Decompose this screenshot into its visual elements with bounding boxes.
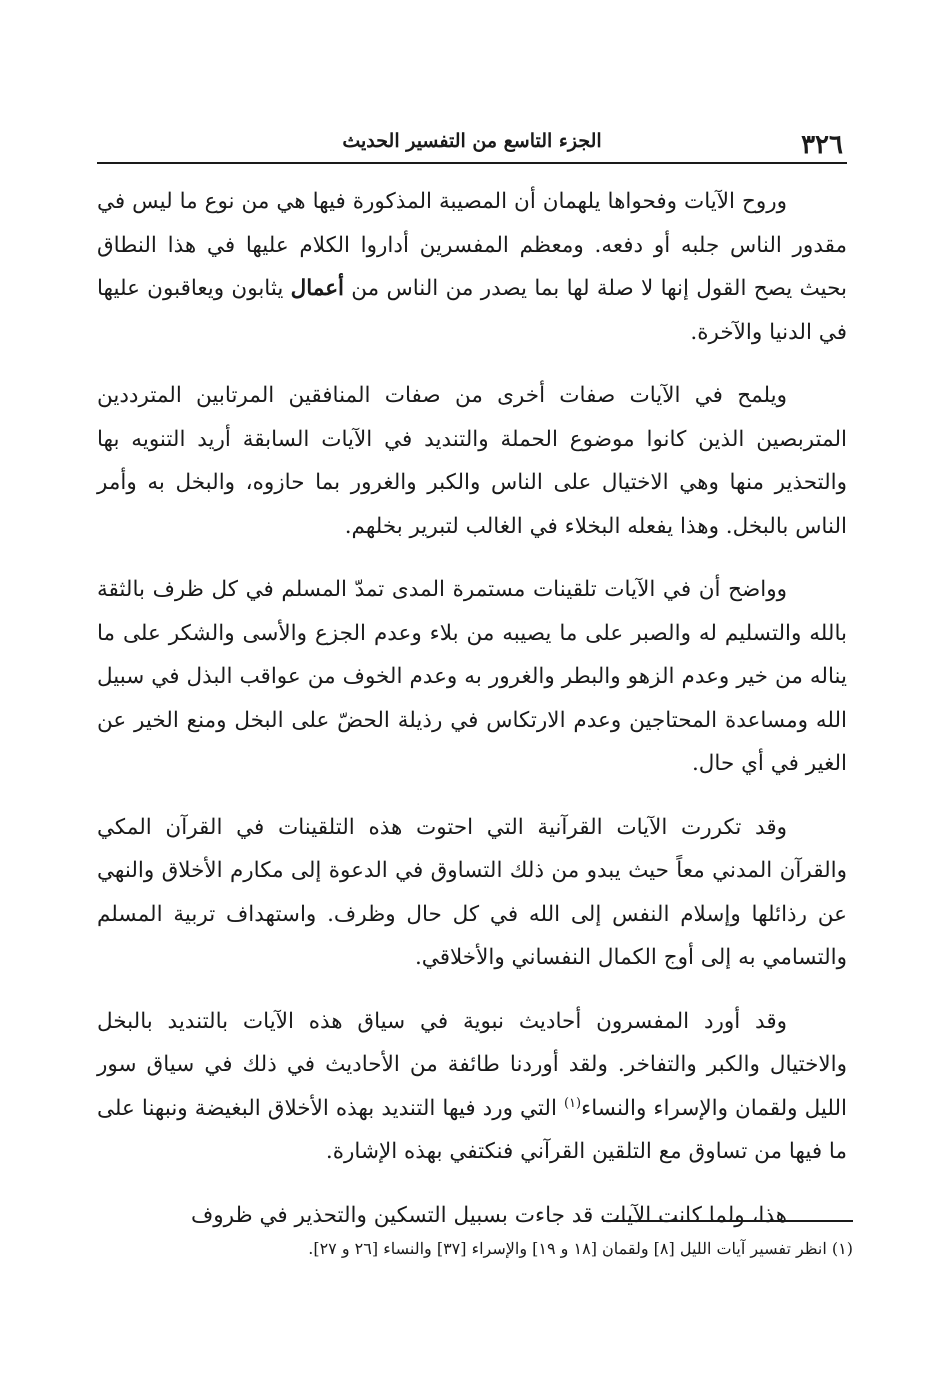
paragraph-2: ويلمح في الآيات صفات أخرى من صفات المنافقين المرتابين المترددين المتربصين الذين كانوا موضوع الحملة والتنديد في الآيات السابقة أريد التنويه بها والتحذير منها وهي الاختيال على الناس والكبر والغرور بما حازوه، والبخل به وأمر الناس بالبخل. وهذا يفعله البخلاء في الغالب لتبرير بخلهم. [97,383,847,539]
paragraph-3: وواضح أن في الآيات تلقينات مستمرة المدى تمدّ المسلم في كل ظرف بالثقة بالله والتسليم له والصبر على ما يصيبه من بلاء وعدم الجزع والأسى والشكر على ما يناله من خير وعدم الزهو والبطر والغرور به وعدم الخوف من عواقب البذل في سبيل الله ومساعدة المحتاجين وعدم الارتكاس في رذيلة الحضّ على البخل ومنع الخير عن الغير في أي حال. [97,577,847,776]
paragraph-1-text-a: وروح الآيات وفحواها يلهمان أن المصيبة المذكورة فيها هي من نوع ما ليس في مقدور الناس جلبه أو دفعه. ومعظم المفسرين أداروا الكلام عليها في هذا النطاق بحيث يصح القول إنها لا صلة لها بما يصدر من الناس من [97,189,847,301]
footnote-reference[interactable]: (١) [563,1095,582,1111]
paragraph-6: هذا، ولما كانت الآيات قد جاءت بسبيل التسكين والتحذير في ظروف [190,1202,787,1228]
bold-word: أعمال [290,276,345,301]
footnote: (١) انظر تفسير آيات الليل [٨] ولقمان [١٨ و ١٩] والإسراء [٣٧] والنساء [٢٦ و ٢٧]. [308,1239,853,1258]
paragraph-5 [97,1000,847,1174]
footnote-separator [603,1220,853,1222]
running-head [97,122,847,164]
paragraph-1 [97,180,847,354]
page-number: ٣٢٦ [801,130,843,160]
paragraph-5-text-b: التي ورد فيها التنديد بهذه الأخلاق البغيضة ونبهنا على ما فيها من تساوق مع التلقين القرآني فنكتفي بهذه الإشارة. [97,1095,847,1164]
paragraph-1-text-b: يثابون ويعاقبون عليها في الدنيا والآخرة. [97,276,847,345]
page-body [97,180,847,1237]
running-head-title: الجزء التاسع من التفسير الحديث [342,130,602,152]
paragraph-5-text-a: وقد أورد المفسرون أحاديث نبوية في سياق هذه الآيات بالتنديد بالبخل والاختيال والكبر والتفاخر. ولقد أوردنا طائفة من الأحاديث في ذلك في سياق سور الليل ولقمان والإسراء والنساء [97,1008,847,1121]
paragraph-4: وقد تكررت الآيات القرآنية التي احتوت هذه التلقينات في القرآن المكي والقرآن المدني معاً حيث يبدو من ذلك التساوق في الدعوة إلى مكارم الأخلاق والنهي عن رذائلها وإسلام النفس إلى الله في كل حال وظرف. واستهداف تربية المسلم والتسامي به إلى أوج الكمال النفساني والأخلاقي. [97,814,847,970]
